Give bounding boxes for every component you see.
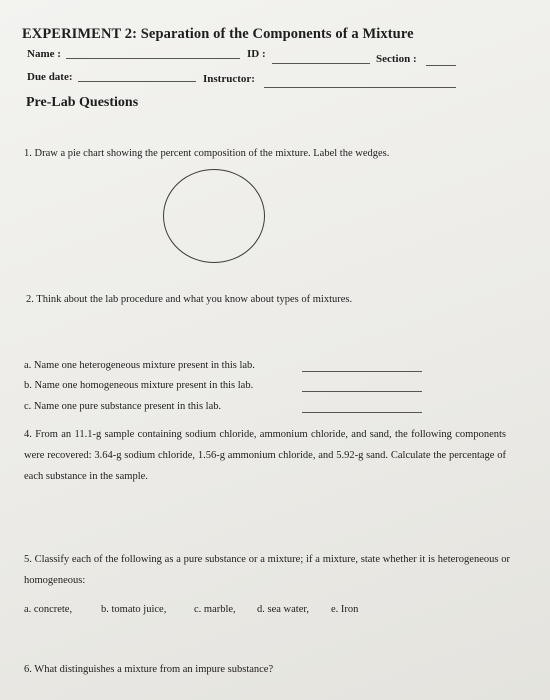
q5-choice-a: a. concrete, bbox=[24, 604, 73, 615]
question-2: 2. Think about the lab procedure and what you know about types of mixtures. bbox=[26, 294, 353, 305]
name-label: Name : bbox=[27, 48, 61, 60]
question-1: 1. Draw a pie chart showing the percent composition of the mixture. Label the wedges. bbox=[24, 148, 390, 159]
answer-2c-field[interactable] bbox=[302, 412, 422, 413]
question-6: 6. What distinguishes a mixture from an impure substance? bbox=[24, 664, 274, 675]
due-date-label: Due date: bbox=[27, 71, 73, 83]
name-field[interactable] bbox=[66, 58, 240, 59]
instructor-label: Instructor: bbox=[203, 73, 255, 85]
section-field[interactable] bbox=[426, 65, 456, 66]
instructor-field[interactable] bbox=[264, 87, 456, 88]
prelab-heading: Pre-Lab Questions bbox=[26, 95, 139, 110]
q5-choice-b: b. tomato juice, bbox=[101, 604, 167, 615]
id-field[interactable] bbox=[272, 63, 370, 64]
id-label: ID : bbox=[247, 48, 266, 60]
answer-2b-field[interactable] bbox=[302, 391, 422, 392]
question-2b: b. Name one homogeneous mixture present in this lab. bbox=[24, 380, 254, 391]
pie-chart-circle[interactable] bbox=[163, 169, 265, 263]
question-2a: a. Name one heterogeneous mixture present in this lab. bbox=[24, 360, 255, 371]
section-label: Section : bbox=[376, 53, 417, 65]
question-2c: c. Name one pure substance present in this lab. bbox=[24, 401, 222, 412]
page-title: EXPERIMENT 2: Separation of the Components of a Mixture bbox=[22, 26, 414, 42]
due-date-field[interactable] bbox=[78, 81, 196, 82]
q5-choice-c: c. marble, bbox=[194, 604, 236, 615]
q5-choice-d: d. sea water, bbox=[257, 604, 310, 615]
q5-choice-e: e. Iron bbox=[331, 604, 359, 615]
question-5: 5. Classify each of the following as a pure substance or a mixture; if a mixture, state whether it is heterogeneous or homogeneous: bbox=[24, 554, 510, 586]
answer-2a-field[interactable] bbox=[302, 371, 422, 372]
question-4: 4. From an 11.1-g sample containing sodium chloride, ammonium chloride, and sand, the following components were recovered: 3.64-g sodium chloride, 1.56-g ammonium chloride, and 5.92-g sand. Calculate the percentage of each substance in the sample. bbox=[24, 429, 506, 482]
